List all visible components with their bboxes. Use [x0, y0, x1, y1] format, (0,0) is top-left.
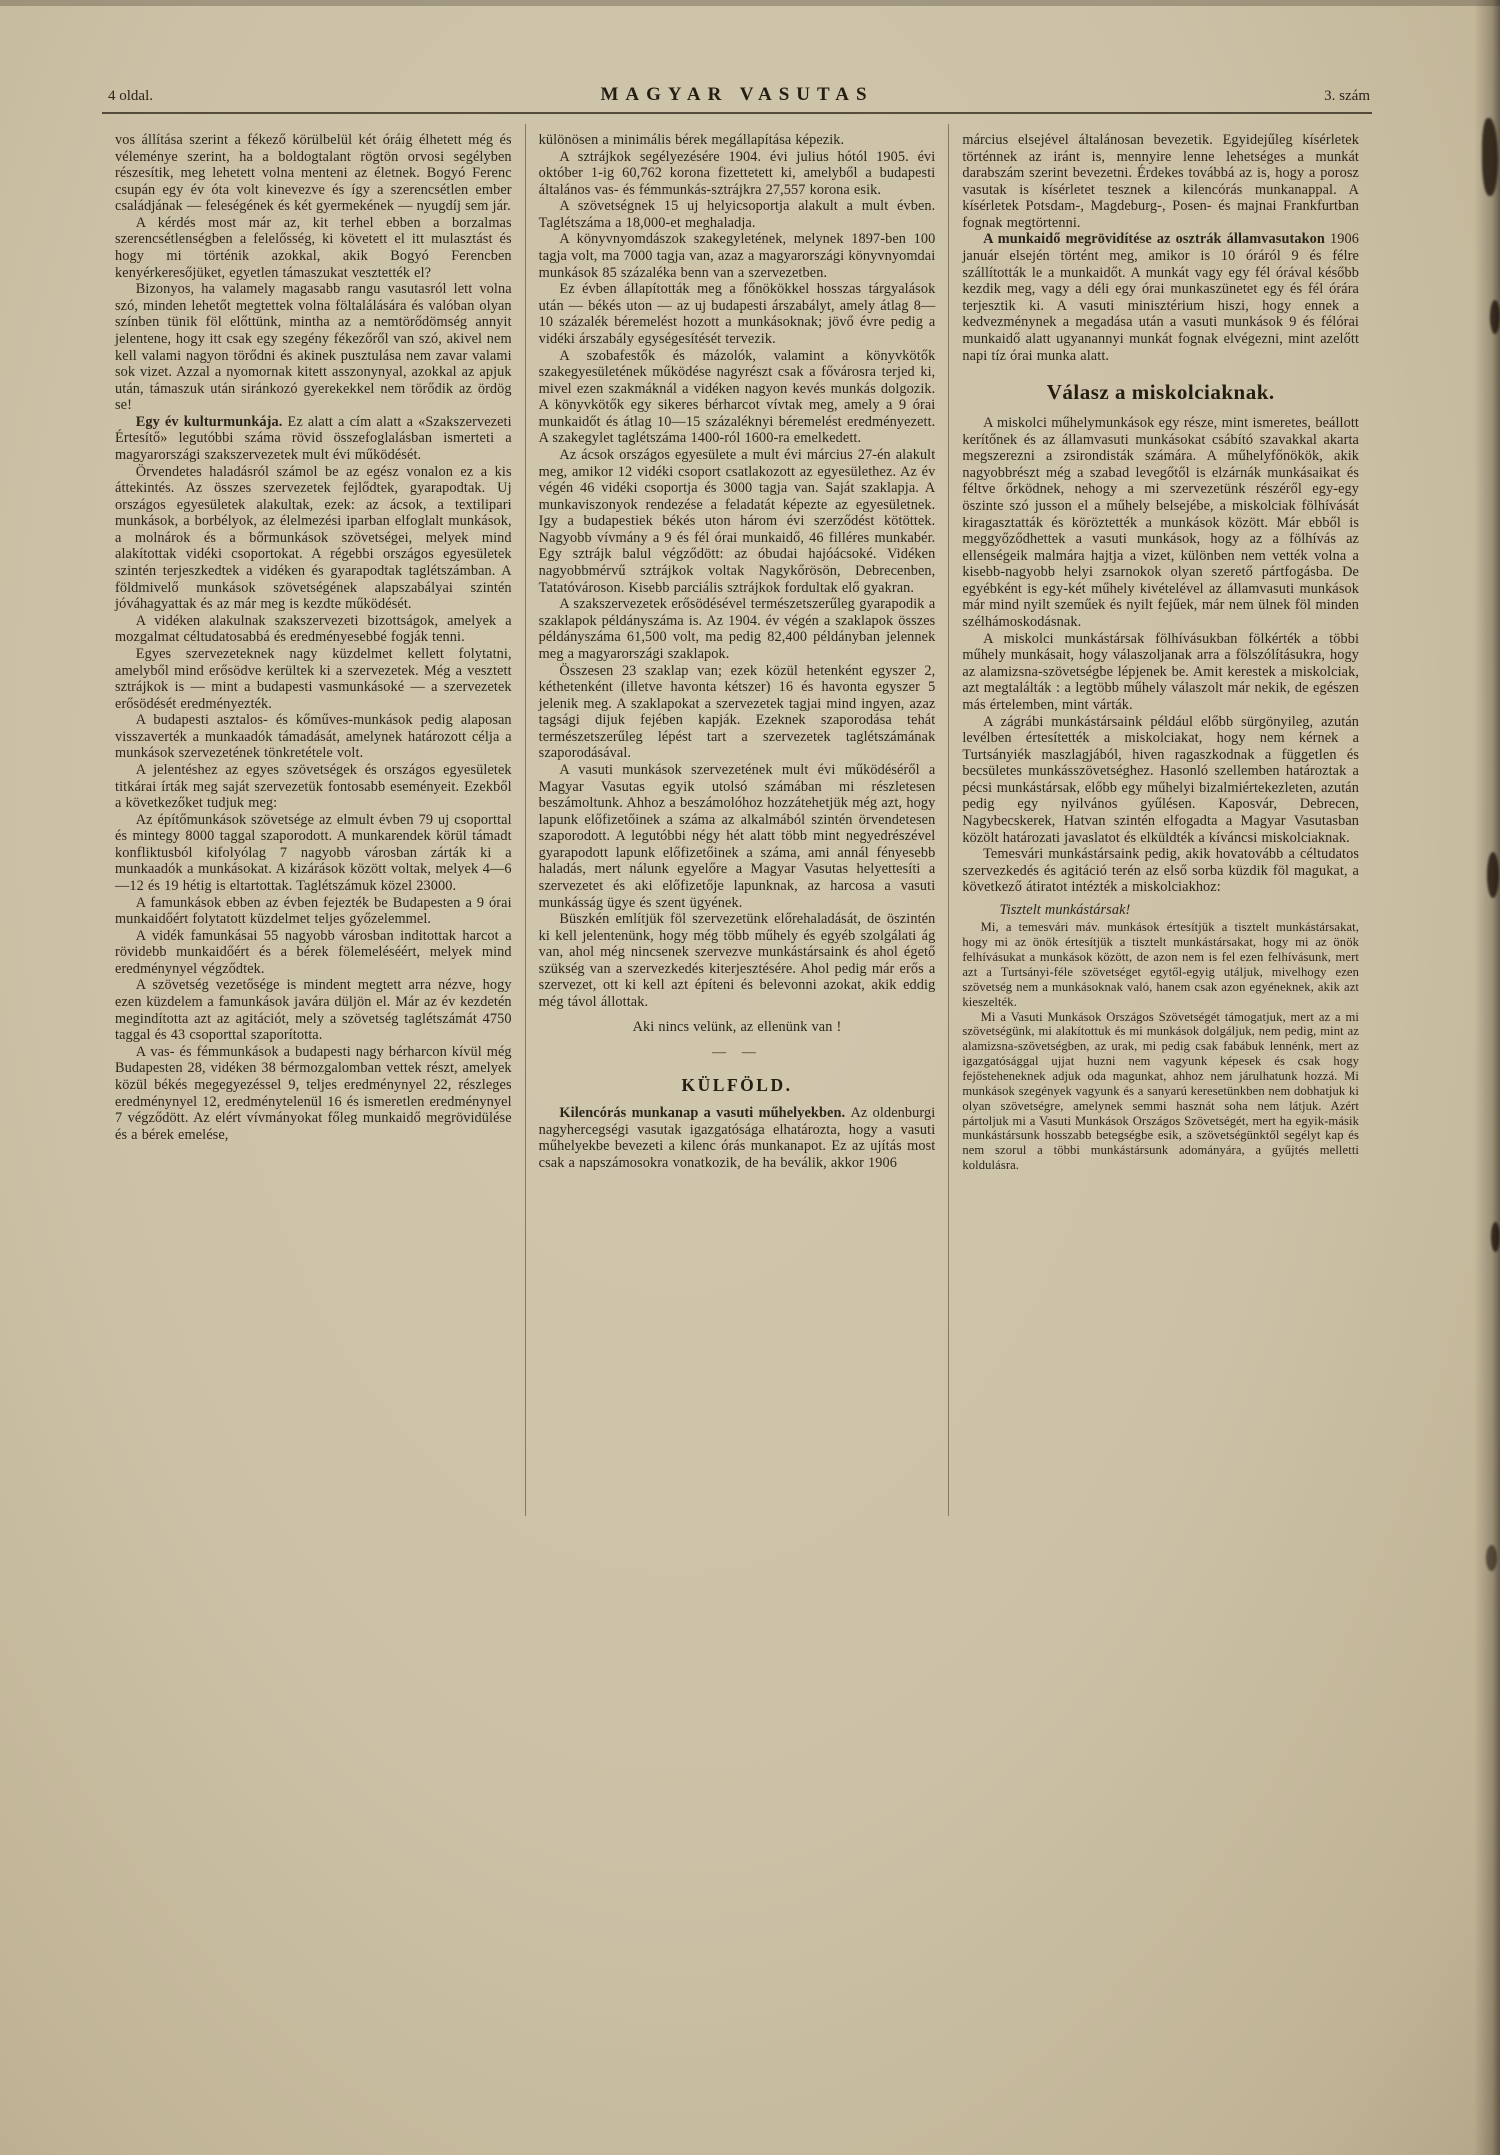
paragraph: A jelentéshez az egyes szövetségek és országos egyesületek titkárai írták meg saját szervezetük fontosabb eseményeit. Ezekből a következőket tudjuk meg: — [115, 761, 512, 812]
paragraph: Mi a Vasuti Munkások Országos Szövetségét támogatjuk, mert az a mi szövetségünk, mi alakítottuk és mi munkások dolgáljuk, nem pedig, mint az alamizsna-szövetségben, az urak, mi pedig csak fabábuk lennénk, mert az igazgatósággal ujjat huzni nem vagyunk képesek és csak hogy fejősteheneknek adjuk oda magunkat, ahhoz nem járulhatunk hozzá. Mi munkások szegények vagyunk és a sanyarú keresetünkben nem dobhatjuk ki olyan szövetségre, amelynek semmi hasznát soha nem látjuk. Azért pártoljuk mi a Vasuti Munkások Országos Szövetségét, mert ha egyik-másik munkástársunk hosszabb betegségbe esik, a szövetségünktől segélyt kap és nem szorul a többi munkástársunk adományára, a gyűjtés melletti koldulásra. — [962, 1009, 1360, 1173]
paragraph: A miskolci munkástársak fölhívásukban fölkérték a többi műhely munkásait, hogy válaszoljanak arra a fölszólításukra, hogy az alamizsna-szövetségbe lépjenek be. Amit kerestek a miskolciak, azt megtalálták : a legtöbb műhely válaszolt már nekik, de egészen más értelemben, mint várták. — [962, 630, 1360, 713]
paragraph: különösen a minimális bérek megállapítása képezik. — [538, 132, 845, 148]
paragraph: A vas- és fémmunkások a budapesti nagy bérharcon kívül még Budapesten 28, vidéken 38 bérmozgalomban vettek részt, amelyek közül békés megegyezéssel 9, teljes eredménynyel 22, részleges eredménynyel 12, eredménytelenül 16 és ismeretlen eredménynyel 7 végződött. Az elért vívmányokat főleg munkaidő megrövidülése és a bérek emelése, — [115, 1043, 512, 1143]
ink-blob-artifact — [1487, 852, 1499, 898]
section-heading: KÜLFÖLD. — [681, 1075, 793, 1096]
paragraph: Kilencórás munkanap a vasuti műhelyekben. Az oldenburgi nagyhercegségi vasutak igazgatósága elhatározta, hogy a vasuti műhelyekbe bevezeti a kilenc órás munkanapot. Ez az ujítás most csak a napszámosokra vonatkozik, de ha beválik, akkor 1906 — [538, 1105, 936, 1171]
paragraph: Mi, a temesvári máv. munkások értesítjük a tisztelt munkástársakat, hogy mi az önök értesítjük a tisztelt munkástársakat, hogy mi az önök felhívásukat a munkások között, de azon nem is fel ezen felhívásunk, mert azt a Turtsányi-féle szövetséget egytől-egyig utáljuk, mivelhogy ezen szövetség nem a munkásoknak való, hanem csak azon egyéneknek, akik azt kieszelték. — [962, 920, 1360, 1009]
paragraph: A budapesti asztalos- és kőműves-munkások pedig alaposan visszaverték a munkaadók támadását, amelynek határozott célja a munkások szervezetének tönkretétele volt. — [115, 712, 512, 762]
paragraph-lead: A munkaidő megrövidítése az osztrák államvasutakon — [983, 231, 1331, 248]
ink-blob-artifact — [1490, 300, 1500, 334]
ink-blob-artifact — [1486, 1545, 1497, 1571]
masthead — [102, 86, 1372, 114]
paragraph: A vasuti munkások szervezetének mult évi működéséről a Magyar Vasutas egyik utolsó számában mi részletesen beszámoltunk. Ahhoz a beszámolóhoz hozzátehetjük még azt, hogy lapunk előfizetőinek a száma az alkalmából szintén örvendetesen szaporodott. A legutóbbi négy hét alatt több mint negyedrészével gyarapodott lapunk előfizetőinek a száma, ami annál fényesebb haladás, mert nálunk egyelőre a Magyar Vasutas helyettesíti a szervezetet és aki előfizetője lapunknak, az harcosa a vasuti munkásság ügye és szent ügyének. — [538, 761, 936, 911]
centered-line: Aki nincs velünk, az ellenünk van ! — [632, 1018, 842, 1035]
paragraph: Az építőmunkások szövetsége az elmult évben 79 uj csoporttal és mintegy 8000 taggal szaporodott. A munkarendek körül támadt konfliktusból kifolyólag 7 nagyobb városban zárták ki a munkaadók a munkásokat. A kizárások között voltak, melyek 4—6—12 és 19 hétig is eltartottak. Taglétszámuk közel 23000. — [115, 811, 512, 895]
column-1 — [102, 124, 525, 1516]
paragraph: Egy év kulturmunkája. Ez alatt a cím alatt a «Szakszervezeti Értesítő» legutóbbi száma rövid összefoglalásban ismerteti a magyarországi szakszervezetek mult évi működését. — [115, 413, 512, 463]
paragraph-lead: Kilencórás munkanap a vasuti műhelyekben. — [559, 1105, 851, 1122]
paragraph: A könyvnyomdászok szakegyletének, melynek 1897-ben 100 tagja volt, ma 7000 tagja van, azaz a magyarországi könyvnyomdai munkások 85 százaléka benn van a szervezetben. — [538, 231, 936, 281]
paragraph: vos állítása szerint a fékező körülbelül két óráig élhetett még és véleménye szerint, ha a boldogtalant rögtön orvosi segélyben részesítik, meg lehetett volna menteni az életnek. Bogyó Ferenc csupán egy év óta volt kinevezve és így a szerencsétlen ember családjának — feleségének és két gyermekének — nyugdíj sem jár. — [115, 132, 512, 215]
paragraph: A kérdés most már az, kit terhel ebben a borzalmas szerencsétlenségben a felelősség, ki követett el itt mulasztást és hogy mi történik azokkal, akik Bogyó Ferencben kenyérkeresőjüket, egyetlen támaszukat vesztették el? — [115, 214, 512, 281]
separator: — — — [712, 1045, 762, 1061]
scan-edge-artifact — [0, 0, 1500, 6]
paragraph: Egyes szervezeteknek nagy küzdelmet kellett folytatni, amelyből mind erősödve kerültek ki a szervezetek. Még a vesztett sztrájkok is — mint a budapesti vasmunkásoké — a szervezetek erősödését eredményezték. — [115, 645, 512, 712]
ink-blob-artifact — [1491, 1222, 1500, 1252]
paragraph: A vidéken alakulnak szakszervezeti bizottságok, amelyek a mozgalmat céltudatosabbá és eredményesebbé fogják tenni. — [115, 612, 512, 646]
page-number-label: 4 oldal. — [108, 88, 153, 104]
paragraph: Összesen 23 szaklap van; ezek közül hetenként egyszer 2, kéthetenként (illetve havonta kétszer) 16 és havonta egyszer 5 jelenik meg. A szaklapokat a szervezetek tagjai mind ingyen, azaz tagsági dijuk fejében kapják. Ezeknek szaporodása tehát természetszerűleg lépést tart a szervezetek taglétszámának szaporodásával. — [538, 662, 936, 762]
paragraph: A famunkások ebben az évben fejezték be Budapesten a 9 órai munkaidőért folytatott küzdelmet teljes győzelemmel. — [115, 894, 512, 928]
paragraph: A munkaidő megrövidítése az osztrák államvasutakon 1906 január elsején történt meg, amikor is 10 óráról 9 és félre szállították le a munkaidőt. A munkát vagy egy fél órával később kezdik meg, vagy a déli egy órai munkaszünetet egy és fél órára terjesztik ki. A vasuti minisztérium hiszi, hogy ennek a kedvezménynek a megadása után a vasuti munkások 9 és félórai munkaidő alatt ugyanannyi munkát fognak elvégezni, mint azelőtt napi tíz órai munka alatt. — [962, 231, 1360, 364]
paragraph: Örvendetes haladásról számol be az egész vonalon ez a kis áttekintés. Az összes szervezetek fejlődtek, gyarapodtak. Uj országos egyesületek alakultak, ezek: az ácsok, a textilipari munkások, a borbélyok, az élelmezési iparban elfoglalt munkások, a molnárok és a bőrmunkások szövetségei, melyek mind alakítottak vidéki csoportokat. A régebbi országos egyesületek szintén terjeszkedtek a vidéken és gyarapodtak taglétszámban. A földmivelő munkások szövetségének alapszabályai szintén jóváhagyattak és az már meg is kezdte működését. — [115, 463, 512, 613]
paragraph: A miskolci műhelymunkások egy része, mint ismeretes, beállott kerítőnek és az államvasuti munkásokat csábító szavakkal akarta megszerezni a zsirondisták számára. A műhelyfőnökök, akik nagyobbrészt még a szabad levegőtől is elzárnák munkásaikat és féltve őrködnek, nehogy a mi szervezetünk részéről egy-egy öszinte szó jusson el a műhely belsejébe, a miskolciak fölhívását kiragasztatták és köröztették a munkások között. Már ebből is meggyőződhettek a vasuti munkások, hogy az a fölhívás az ellenségeik malmára hajtja a vizet, különben nem vették volna a kisebb-nagyobb helyi zsarnokok olyan szerető pártfogásba. De egyébként is egy-két műhely kivételével az államvasuti munkások már mind nyilt szeműek és nyilt fejűek, már nem ülnek föl minden szélhámoskodásnak. — [962, 415, 1360, 631]
paragraph: A szövetség vezetősége is mindent megtett arra nézve, hogy ezen küzdelem a famunkások javára düljön el. Már az év kezdetén megindította azt az agitációt, mely a szövetség taglétszámát 4750 taggal és 43 csoporttal szaporította. — [115, 977, 512, 1044]
paragraph: Temesvári munkástársaink pedig, akik hovatovább a céltudatos szervezkedés és agitáció terén az első sorba küzdik föl magukat, a következő átiratot intézték a miskolciakhoz: — [962, 846, 1360, 896]
ink-blob-artifact — [1482, 118, 1498, 196]
paragraph: március elsejével általánosan bevezetik. Egyidejűleg kísérletek történnek az iránt is, mennyire lenne lehetséges a munkát darabszám szerint bevezetni. Érdekes továbbá az is, hogy a porosz vasutak is kísérletet tesznek a kilencórás munkanappal. A kísérletek Potsdam-, Magdeburg-, Posen- és majnai Frankfurtban fognak megtörtenni. — [962, 132, 1360, 231]
paragraph-lead: Egy év kulturmunkája. — [135, 413, 288, 430]
article-columns — [102, 124, 1372, 1516]
paragraph: A szakszervezetek erősödésével természetszerűleg gyarapodik a szaklapok példányszáma is. Az 1904. év végén a szaklapok összes példányszáma 61,500 volt, ma pedig 82,400 példányban jelennek meg a magyarországi szaklapok. — [538, 596, 936, 662]
paragraph: Ez évben állapították meg a főnökökkel hosszas tárgyalások után — békés uton — az uj budapesti árszabályt, amely átlag 8—10 százalék béremelést hozott a munkásoknak; jövő évre pedig a vidéki árszabály egységesítését tervezik. — [538, 281, 936, 347]
paragraph: A zágrábi munkástársaink például előbb sürgönyileg, azután levélben értesítették a miskolciakat, hogy nem kérnek a Turtsányiék maszlagjából, hiven ragaszkodnak a független és becsületes munkásszövetséghez. Hasonló szellemben határoztak a pécsi munkástársak, előbb egy műhelyi bizalmiértekezleten, azután pedig egy nyilvános gyűlésen. Kaposvár, Debrecen, Nagybecskerek, Hatvan szintén elfogadta a Magyar Vasutasban közölt határozati javaslatot és elküldték a kíváncsi miskolciaknak. — [962, 713, 1360, 846]
paragraph: Büszkén említjük föl szervezetünk előrehaladását, de öszintén ki kell jelentenünk, hogy még több műhely és egyéb szolgálati ág van, ahol még nincsenek szervezve munkástársaink és ahol égető szükség van a szervezkedés kiterjesztésére. Ahol pedig már erős a szervezet, ott ki kell azt építeni és belevonni azokat, akik eddig még távol állottak. — [538, 911, 936, 1011]
paragraph: A szobafestők és mázolók, valamint a könyvkötők szakegyesületének működése nagyrészt csak a fővárosra terjed ki, mivel ezen szakmáknál a vidéken nagyon kevés munkás dolgozik. A könyvkötők egy sikeres bérharcot vívtak meg, amely a 9 órai munkaidőt és átlag 10—15 százaléknyi béremelést eredményezett. A szakegylet taglétszáma 1400-ról 1600-ra emelkedett. — [538, 347, 936, 447]
issue-number-label: 3. szám — [1324, 88, 1370, 104]
paragraph: Bizonyos, ha valamely magasabb rangu vasutasról lett volna szó, minden lehetőt megtettek volna föltalálására és valóban olyan színben tünik föl előttünk, mintha az a nemtörődömség annyit jelentene, hogy itt csak egy szegény fékezőről van szó, akivel nem kell valami nagyon törődni és akinek pusztulása nem zavar valami sok vizet. Azzal a nyomornak kitett asszonynyal, azokkal az apjuk után, támaszuk után siránkozó gyerekekkel nem törődik az ördög se! — [115, 281, 512, 414]
paragraph: A sztrájkok segélyezésére 1904. évi julius hótól 1905. évi október 1-ig 60,762 korona fizettetett ki, amelyből a budapesti általános vas- és fémmunkás-sztrájkra 27,557 korona esik. — [538, 148, 936, 198]
column-2 — [525, 124, 949, 1516]
column-3 — [948, 124, 1372, 1516]
paragraph: Az ácsok országos egyesülete a mult évi március 27-én alakult meg, amikor 12 vidéki csoport csatlakozott az egyesülethez. Az év végén 46 vidéki csoportja és 3000 tagja van. Saját szaklapja. A munkaviszonyok rendezése a feladatát képezte az egyesületnek. Igy a budapestiek békés uton három évi szerződést kötöttek. Nagyobb vívmány a 9 és fél órai munkaidő, 46 filléres munkabér. Egy sztrájk balul végződött: az óbudai hajóácsoké. Vidéken nagyobbmérvű sztrájkok voltak Nagykőrösön, Debrecenben, Tatatóvároson. Kisebb parciális sztrájkok fordultak elő gyakran. — [538, 446, 936, 596]
salutation-line: Tisztelt munkástársak! — [999, 901, 1131, 918]
paper-title: MAGYAR VASUTAS — [600, 84, 874, 105]
article-heading: Válasz a miskolciaknak. — [1046, 380, 1275, 405]
paragraph: A szövetségnek 15 uj helyicsoportja alakult a mult évben. Taglétszáma a 18,000-et meghaladja. — [538, 198, 936, 231]
paragraph: A vidék famunkásai 55 nagyobb városban inditottak harcot a rövidebb munkaidőért és a bérek fölemeléséért, melyek mind eredménynyel végződtek. — [115, 927, 512, 977]
